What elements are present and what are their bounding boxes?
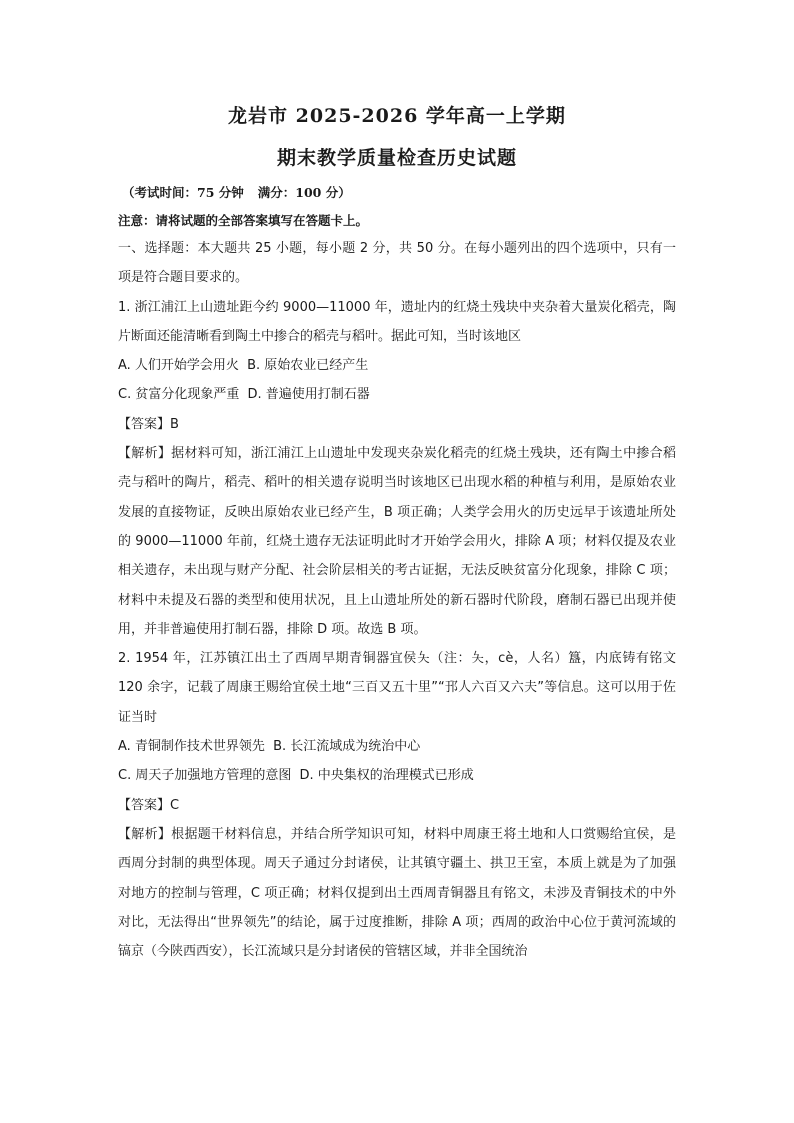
question-2-answer: 【答案】C	[118, 797, 180, 813]
title-block	[118, 0, 676, 169]
exam-time: （考试时间：75 分钟	[122, 185, 244, 200]
exam-body	[118, 234, 676, 966]
question-1-option-c: C. 贫富分化现象严重	[118, 387, 240, 403]
exam-notice: 注意：请将试题的全部答案填写在答题卡上。	[118, 213, 369, 228]
question-2-analysis	[118, 820, 676, 966]
question-1-option-b: B. 原始农业已经产生	[247, 358, 369, 374]
analysis-label: 【解析】	[118, 446, 172, 462]
section-intro: 一、选择题：本大题共 25 小题，每小题 2 分，共 50 分。在每小题列出的四个选项中，只有一项是符合题目要求的。	[118, 241, 676, 286]
question-2-stem: 2. 1954 年，江苏镇江出土了西周早期青铜器宜侯夨（注：夨，cè，人名）簋，内底铸有铭文 120 余字，记载了周康王赐给宜侯土地“三百又五十里”“邘人六百又六夫”等信息。这可以用于佐证当时	[118, 651, 676, 725]
question-2-analysis-text: 根据题干材料信息，并结合所学知识可知，材料中周康王将土地和人口赏赐给宜侯，是西周分封制的典型体现。周天子通过分封诸侯，让其镇守疆土、拱卫王室，本质上就是为了加强对地方的控制与管理，C 项正确；材料仅提到出土西周青铜器且有铭文，未涉及青铜技术的中外对比，无法得出“世界领先”的结论，属于过度推断，排除 A 项；西周的政治中心位于黄河流域的镐京（今陕西西安），长江流域只是分封诸侯的管辖区域，并非全国统治	[118, 826, 676, 960]
analysis-label: 【解析】	[118, 826, 172, 842]
full-score: 满分：100 分）	[257, 185, 351, 200]
question-2-option-a: A. 青铜制作技术世界领先	[118, 739, 265, 755]
question-2-option-d: D. 中央集权的治理模式已形成	[299, 768, 474, 784]
question-1-analysis	[118, 439, 676, 644]
question-2-option-b: B. 长江流域成为统治中心	[273, 739, 421, 755]
question-2-options-row-2	[118, 761, 676, 790]
question-1-analysis-text: 据材料可知，浙江浦江上山遗址中发现夹杂炭化稻壳的红烧土残块，还有陶土中掺合稻壳与稻叶的陶片，稻壳、稻叶的相关遗存说明当时该地区已出现水稻的种植与利用，是原始农业发展的直接物证，反映出原始农业已经产生，B 项正确；人类学会用火的历史远早于该遗址所处的 9000—11000 年前，红烧土遗存无法证明此时才开始学会用火，排除 A 项；材料仅提及农业相关遗存，未出现与财产分配、社会阶层相关的考古证据，无法反映贫富分化现象，排除 C 项；材料中未提及石器的类型和使用状况，且上山遗址所处的新石器时代阶段，磨制石器已出现并使用，并非普遍使用打制石器，排除 D 项。故选 B 项。	[118, 446, 676, 637]
question-1-stem: 1. 浙江浦江上山遗址距今约 9000—11000 年，遗址内的红烧土残块中夹杂着大量炭化稻壳，陶片断面还能清晰看到陶土中掺合的稻壳与稻叶。据此可知，当时该地区	[118, 299, 676, 344]
question-1-option-a: A. 人们开始学会用火	[118, 358, 239, 374]
exam-title-line1: 龙岩市 2025-2026 学年高一上学期	[228, 105, 566, 127]
question-1-option-d: D. 普遍使用打制石器	[247, 387, 370, 403]
exam-meta	[118, 183, 676, 203]
question-1-options-row-1	[118, 351, 676, 380]
question-2-option-c: C. 周天子加强地方管理的意图	[118, 768, 292, 784]
exam-title-line2: 期末教学质量检查历史试题	[276, 147, 517, 169]
question-1-options-row-2	[118, 380, 676, 409]
question-2-options-row-1	[118, 732, 676, 761]
question-1-answer: 【答案】B	[118, 416, 179, 432]
